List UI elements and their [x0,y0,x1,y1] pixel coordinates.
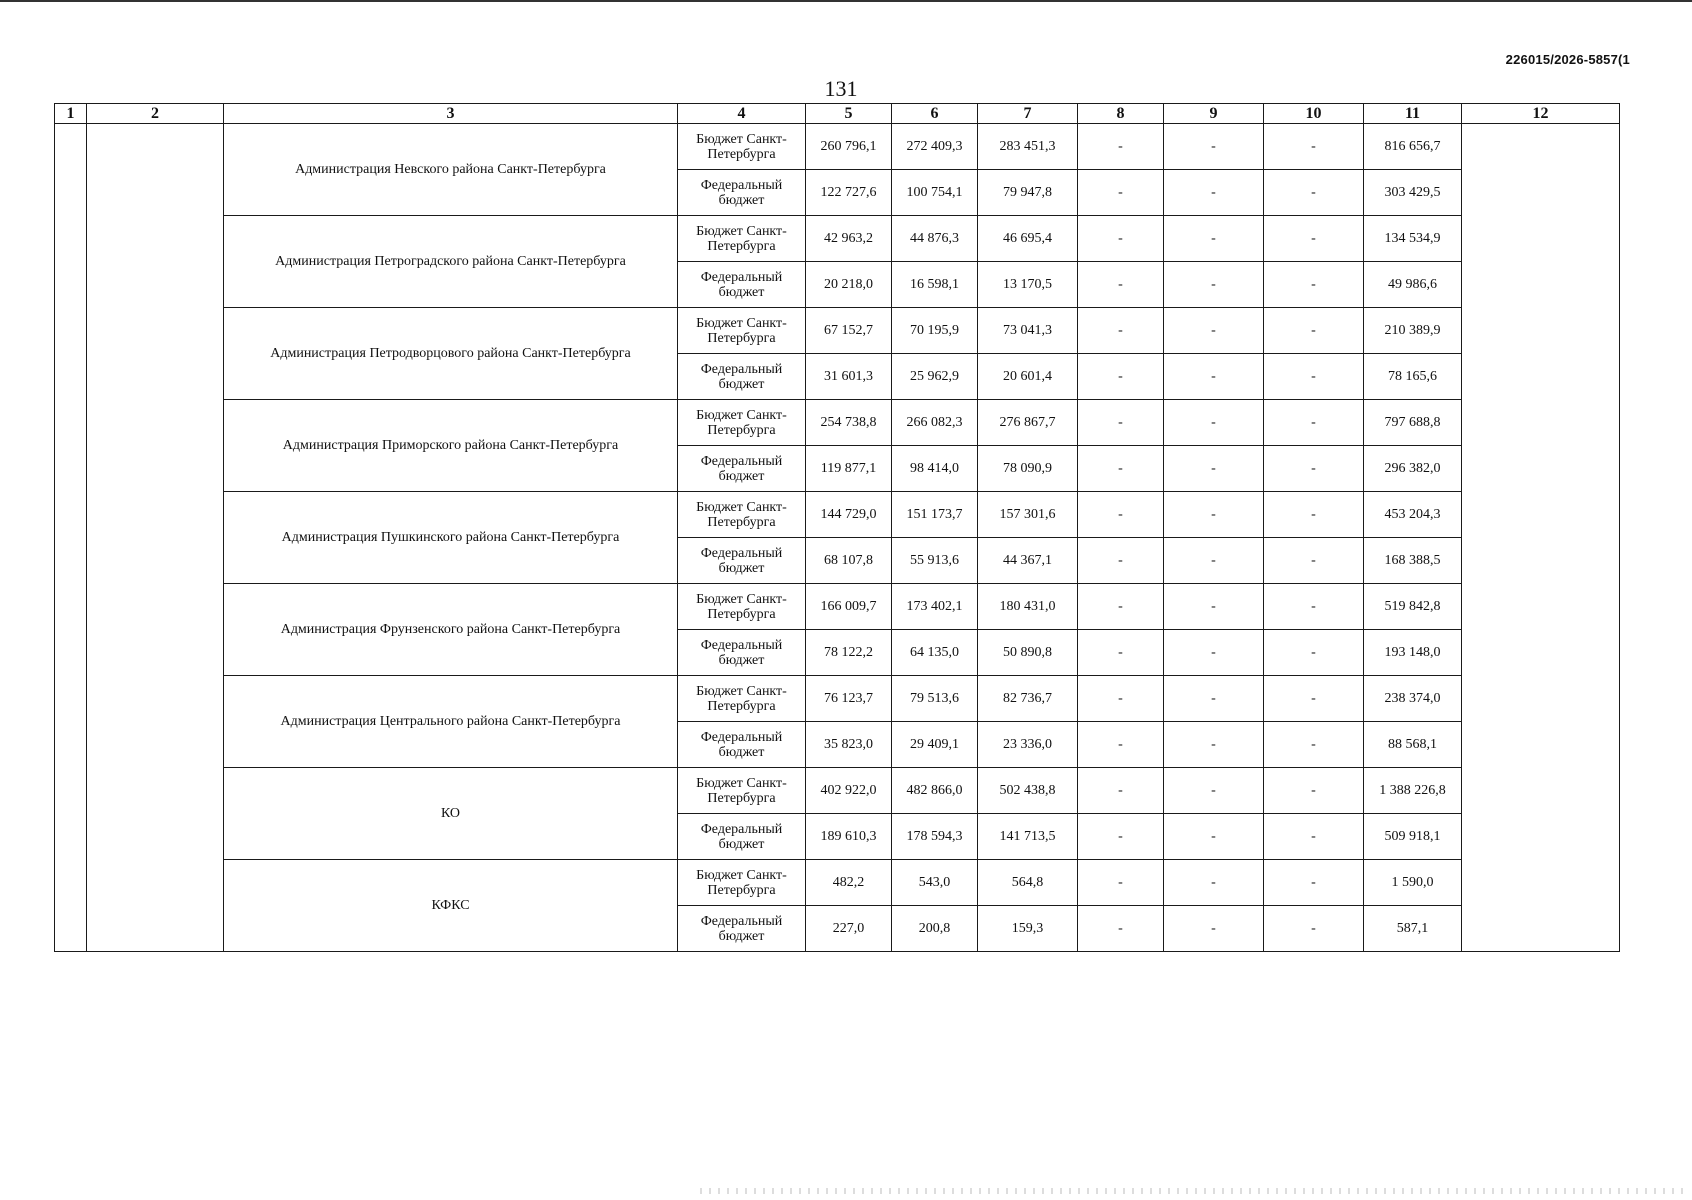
funding-source: Федеральный бюджет [678,538,806,584]
value-cell-6: 16 598,1 [892,262,978,308]
total-cell-11: 303 429,5 [1364,170,1462,216]
value-cell-7: 20 601,4 [978,354,1078,400]
value-cell-6: 151 173,7 [892,492,978,538]
value-cell-6: 200,8 [892,906,978,952]
value-cell-7: 159,3 [978,906,1078,952]
value-cell-5: 35 823,0 [806,722,892,768]
dash-cell-10: - [1264,814,1364,860]
funding-source: Федеральный бюджет [678,446,806,492]
organization-name: Администрация Пушкинского района Санкт-Петербурга [224,492,678,584]
value-cell-6: 44 876,3 [892,216,978,262]
dash-cell-8: - [1078,216,1164,262]
total-cell-11: 509 918,1 [1364,814,1462,860]
funding-source: Бюджет Санкт-Петербурга [678,584,806,630]
value-cell-7: 564,8 [978,860,1078,906]
funding-source: Бюджет Санкт-Петербурга [678,860,806,906]
dash-cell-9: - [1164,308,1264,354]
column-header: 9 [1164,104,1264,124]
table-row [55,400,1620,446]
dash-cell-8: - [1078,124,1164,170]
dash-cell-8: - [1078,308,1164,354]
value-cell-5: 31 601,3 [806,354,892,400]
dash-cell-8: - [1078,584,1164,630]
page-number: 131 [824,76,858,101]
total-cell-11: 296 382,0 [1364,446,1462,492]
dash-cell-8: - [1078,446,1164,492]
value-cell-7: 44 367,1 [978,538,1078,584]
funding-source: Бюджет Санкт-Петербурга [678,768,806,814]
table-row [55,308,1620,354]
value-cell-7: 78 090,9 [978,446,1078,492]
value-cell-7: 141 713,5 [978,814,1078,860]
value-cell-7: 23 336,0 [978,722,1078,768]
funding-source: Федеральный бюджет [678,814,806,860]
dash-cell-10: - [1264,860,1364,906]
organization-name: Администрация Невского района Санкт-Петербурга [224,124,678,216]
value-cell-6: 482 866,0 [892,768,978,814]
total-cell-11: 49 986,6 [1364,262,1462,308]
column-header: 3 [224,104,678,124]
total-cell-11: 88 568,1 [1364,722,1462,768]
dash-cell-9: - [1164,492,1264,538]
value-cell-5: 78 122,2 [806,630,892,676]
dash-cell-9: - [1164,538,1264,584]
value-cell-6: 543,0 [892,860,978,906]
dash-cell-10: - [1264,446,1364,492]
dash-cell-10: - [1264,354,1364,400]
total-cell-11: 1 590,0 [1364,860,1462,906]
dash-cell-10: - [1264,676,1364,722]
organization-name: Администрация Фрунзенского района Санкт-Петербурга [224,584,678,676]
dash-cell-9: - [1164,768,1264,814]
column-header: 1 [55,104,87,124]
dash-cell-8: - [1078,630,1164,676]
value-cell-7: 82 736,7 [978,676,1078,722]
total-cell-11: 168 388,5 [1364,538,1462,584]
dash-cell-9: - [1164,722,1264,768]
value-cell-5: 20 218,0 [806,262,892,308]
value-cell-7: 180 431,0 [978,584,1078,630]
table-row [55,860,1620,906]
scan-artifact [700,1188,1690,1194]
column-header: 8 [1078,104,1164,124]
table-row [55,492,1620,538]
value-cell-5: 166 009,7 [806,584,892,630]
dash-cell-9: - [1164,814,1264,860]
funding-source: Бюджет Санкт-Петербурга [678,400,806,446]
total-cell-11: 797 688,8 [1364,400,1462,446]
funding-source: Бюджет Санкт-Петербурга [678,308,806,354]
organization-name: Администрация Петродворцового района Санкт-Петербурга [224,308,678,400]
dash-cell-8: - [1078,906,1164,952]
value-cell-5: 227,0 [806,906,892,952]
dash-cell-9: - [1164,216,1264,262]
funding-source: Бюджет Санкт-Петербурга [678,492,806,538]
dash-cell-9: - [1164,906,1264,952]
dash-cell-9: - [1164,262,1264,308]
funding-source: Бюджет Санкт-Петербурга [678,124,806,170]
dash-cell-8: - [1078,354,1164,400]
dash-cell-9: - [1164,860,1264,906]
column-1-cell [55,124,87,952]
funding-source: Федеральный бюджет [678,170,806,216]
value-cell-6: 98 414,0 [892,446,978,492]
total-cell-11: 210 389,9 [1364,308,1462,354]
value-cell-6: 266 082,3 [892,400,978,446]
table-row [55,124,1620,170]
value-cell-6: 272 409,3 [892,124,978,170]
dash-cell-8: - [1078,768,1164,814]
organization-name: КО [224,768,678,860]
value-cell-5: 68 107,8 [806,538,892,584]
table-row [55,676,1620,722]
funding-source: Федеральный бюджет [678,262,806,308]
dash-cell-9: - [1164,630,1264,676]
value-cell-5: 42 963,2 [806,216,892,262]
dash-cell-10: - [1264,538,1364,584]
dash-cell-8: - [1078,860,1164,906]
value-cell-6: 79 513,6 [892,676,978,722]
column-header: 12 [1462,104,1620,124]
value-cell-7: 46 695,4 [978,216,1078,262]
dash-cell-9: - [1164,584,1264,630]
value-cell-5: 76 123,7 [806,676,892,722]
total-cell-11: 134 534,9 [1364,216,1462,262]
value-cell-5: 119 877,1 [806,446,892,492]
organization-name: КФКС [224,860,678,952]
dash-cell-8: - [1078,538,1164,584]
total-cell-11: 587,1 [1364,906,1462,952]
funding-source: Федеральный бюджет [678,354,806,400]
dash-cell-10: - [1264,262,1364,308]
funding-source: Федеральный бюджет [678,630,806,676]
value-cell-7: 502 438,8 [978,768,1078,814]
dash-cell-10: - [1264,768,1364,814]
dash-cell-10: - [1264,906,1364,952]
organization-name: Администрация Петроградского района Санкт-Петербурга [224,216,678,308]
value-cell-6: 29 409,1 [892,722,978,768]
value-cell-6: 100 754,1 [892,170,978,216]
value-cell-5: 144 729,0 [806,492,892,538]
total-cell-11: 193 148,0 [1364,630,1462,676]
dash-cell-10: - [1264,584,1364,630]
document-id: 226015/2026-5857(1 [1505,52,1630,67]
funding-source: Бюджет Санкт-Петербурга [678,676,806,722]
dash-cell-10: - [1264,124,1364,170]
value-cell-5: 189 610,3 [806,814,892,860]
column-header: 4 [678,104,806,124]
value-cell-5: 402 922,0 [806,768,892,814]
column-2-cell [87,124,224,952]
value-cell-6: 173 402,1 [892,584,978,630]
table-row [55,584,1620,630]
value-cell-7: 276 867,7 [978,400,1078,446]
column-header: 7 [978,104,1078,124]
dash-cell-8: - [1078,676,1164,722]
dash-cell-9: - [1164,446,1264,492]
column-header: 11 [1364,104,1462,124]
dash-cell-10: - [1264,170,1364,216]
value-cell-5: 254 738,8 [806,400,892,446]
value-cell-7: 13 170,5 [978,262,1078,308]
column-header: 6 [892,104,978,124]
table-body [55,124,1620,952]
top-scan-rule [0,0,1692,2]
value-cell-7: 50 890,8 [978,630,1078,676]
organization-name: Администрация Центрального района Санкт-Петербурга [224,676,678,768]
funding-source: Федеральный бюджет [678,906,806,952]
dash-cell-10: - [1264,400,1364,446]
column-number-row [55,104,1620,124]
value-cell-7: 283 451,3 [978,124,1078,170]
dash-cell-10: - [1264,722,1364,768]
organization-name: Администрация Приморского района Санкт-Петербурга [224,400,678,492]
dash-cell-10: - [1264,492,1364,538]
value-cell-6: 25 962,9 [892,354,978,400]
dash-cell-10: - [1264,216,1364,262]
total-cell-11: 453 204,3 [1364,492,1462,538]
value-cell-6: 70 195,9 [892,308,978,354]
total-cell-11: 238 374,0 [1364,676,1462,722]
table-row [55,768,1620,814]
dash-cell-8: - [1078,814,1164,860]
total-cell-11: 1 388 226,8 [1364,768,1462,814]
value-cell-6: 178 594,3 [892,814,978,860]
value-cell-5: 122 727,6 [806,170,892,216]
value-cell-5: 482,2 [806,860,892,906]
dash-cell-10: - [1264,630,1364,676]
value-cell-7: 79 947,8 [978,170,1078,216]
column-header: 10 [1264,104,1364,124]
dash-cell-8: - [1078,400,1164,446]
column-12-cell [1462,124,1620,952]
dash-cell-9: - [1164,676,1264,722]
dash-cell-9: - [1164,170,1264,216]
value-cell-6: 64 135,0 [892,630,978,676]
dash-cell-9: - [1164,400,1264,446]
value-cell-5: 67 152,7 [806,308,892,354]
dash-cell-8: - [1078,262,1164,308]
dash-cell-8: - [1078,492,1164,538]
table-row [55,216,1620,262]
value-cell-7: 73 041,3 [978,308,1078,354]
total-cell-11: 78 165,6 [1364,354,1462,400]
total-cell-11: 519 842,8 [1364,584,1462,630]
dash-cell-9: - [1164,354,1264,400]
column-header: 2 [87,104,224,124]
funding-source: Федеральный бюджет [678,722,806,768]
funding-source: Бюджет Санкт-Петербурга [678,216,806,262]
dash-cell-8: - [1078,722,1164,768]
value-cell-6: 55 913,6 [892,538,978,584]
value-cell-5: 260 796,1 [806,124,892,170]
budget-table [54,103,1620,952]
dash-cell-10: - [1264,308,1364,354]
total-cell-11: 816 656,7 [1364,124,1462,170]
column-header: 5 [806,104,892,124]
dash-cell-9: - [1164,124,1264,170]
value-cell-7: 157 301,6 [978,492,1078,538]
dash-cell-8: - [1078,170,1164,216]
